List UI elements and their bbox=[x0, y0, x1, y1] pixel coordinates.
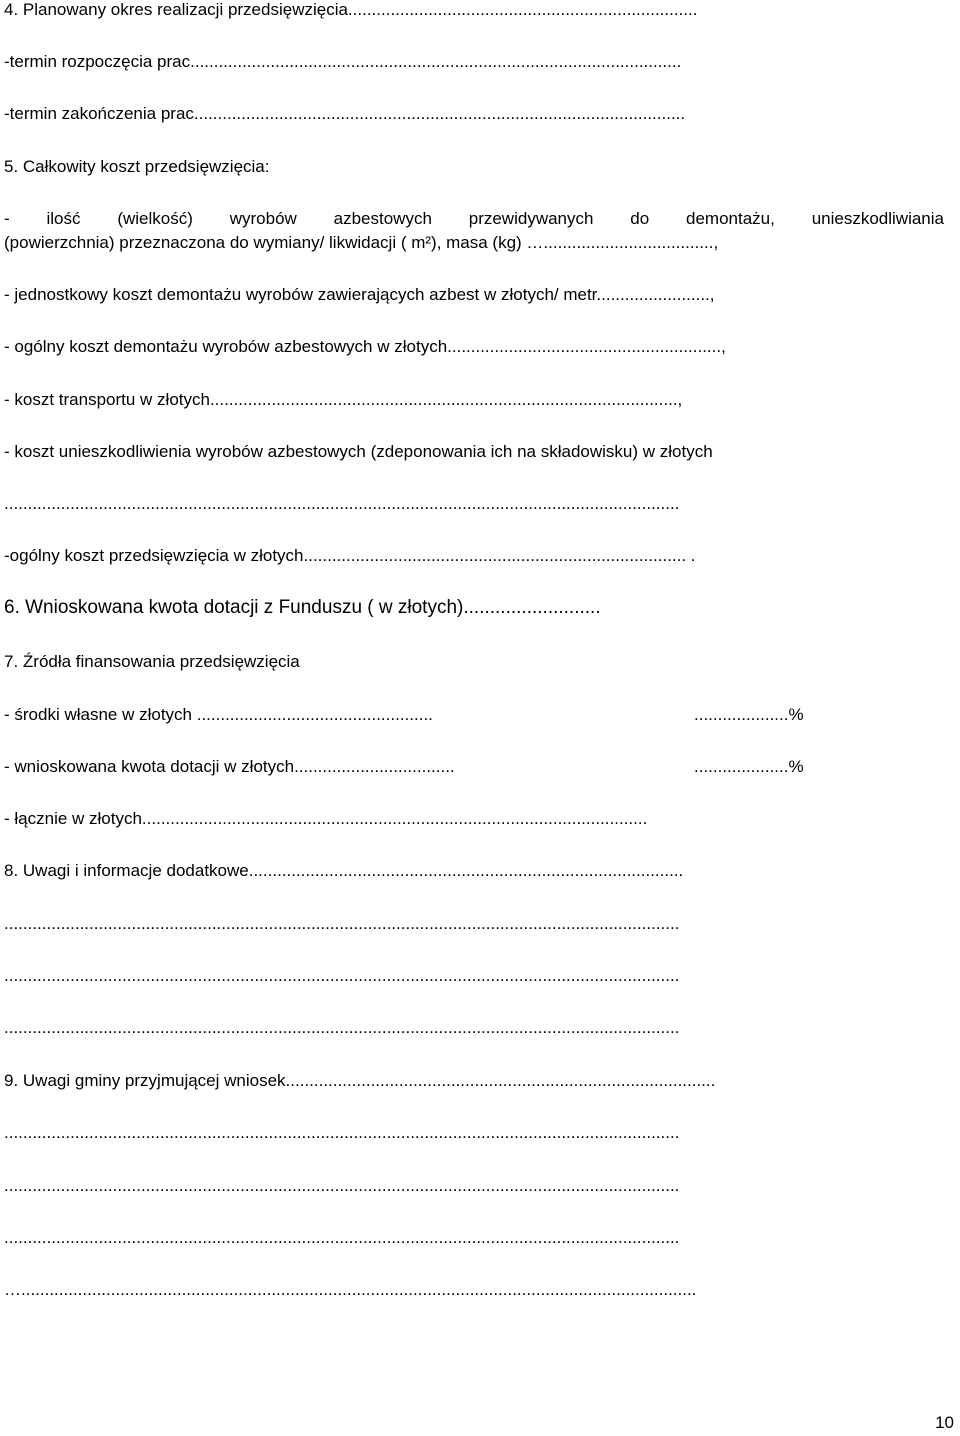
work-start-date: -termin rozpoczęcia prac........................................................................................................ bbox=[4, 52, 682, 71]
total-amount: - łącznie w złotych........................................................................................................... bbox=[4, 809, 648, 828]
remarks-fill-line: ............................................................................................................................................... bbox=[4, 914, 680, 933]
transport-cost: - koszt transportu w złotych..................................................................................................., bbox=[4, 390, 683, 409]
unit-dismantling-cost: - jednostkowy koszt demontażu wyrobów zawierających azbest w złotych/ metr........................, bbox=[4, 285, 715, 304]
disposal-cost: - koszt unieszkodliwienia wyrobów azbestowych (zdeponowania ich na składowisku) w złotych bbox=[4, 442, 713, 461]
own-funds-percent: ....................% bbox=[694, 705, 804, 724]
asbestos-quantity-line-1: - ilość (wielkość) wyrobów azbestowych przewidywanych do demontażu, unieszkodliwiania bbox=[4, 209, 944, 228]
municipality-remarks-fill-line: ............................................................................................................................................... bbox=[4, 1123, 680, 1142]
asbestos-quantity-line-2: (powierzchnia) przeznaczona do wymiany/ likwidacji ( m²), masa (kg) …...................................., bbox=[4, 233, 719, 252]
section-9-municipality-remarks: 9. Uwagi gminy przyjmującej wniosek........................................................................................... bbox=[4, 1071, 716, 1090]
requested-subsidy-amount: - wnioskowana kwota dotacji w złotych.................................. bbox=[4, 757, 455, 776]
section-6-requested-subsidy: 6. Wnioskowana kwota dotacji z Funduszu ( w złotych).......................... bbox=[4, 597, 601, 618]
total-project-cost: -ogólny koszt przedsięwzięcia w złotych................................................................................. . bbox=[4, 546, 696, 565]
page-number: 10 bbox=[935, 1413, 954, 1432]
municipality-remarks-fill-line: ............................................................................................................................................... bbox=[4, 1176, 680, 1195]
remarks-fill-line: ............................................................................................................................................... bbox=[4, 1018, 680, 1037]
total-dismantling-cost: - ogólny koszt demontażu wyrobów azbestowych w złotych.........................................................., bbox=[4, 337, 726, 356]
own-funds-amount: - środki własne w złotych .................................................. bbox=[4, 705, 433, 724]
work-end-date: -termin zakończenia prac........................................................................................................ bbox=[4, 104, 686, 123]
disposal-cost-fill: ............................................................................................................................................... bbox=[4, 494, 680, 513]
section-4-planned-period: 4. Planowany okres realizacji przedsięwzięcia.......................................................................... bbox=[4, 0, 698, 19]
municipality-remarks-fill-line: …............................................................................................................................................... bbox=[4, 1280, 697, 1299]
section-8-remarks: 8. Uwagi i informacje dodatkowe............................................................................................ bbox=[4, 861, 684, 880]
remarks-fill-line: ............................................................................................................................................... bbox=[4, 966, 680, 985]
section-7-funding-sources: 7. Źródła finansowania przedsięwzięcia bbox=[4, 652, 300, 671]
municipality-remarks-fill-line: ............................................................................................................................................... bbox=[4, 1228, 680, 1247]
section-5-total-cost: 5. Całkowity koszt przedsięwzięcia: bbox=[4, 157, 270, 176]
requested-subsidy-percent: ....................% bbox=[694, 757, 804, 776]
